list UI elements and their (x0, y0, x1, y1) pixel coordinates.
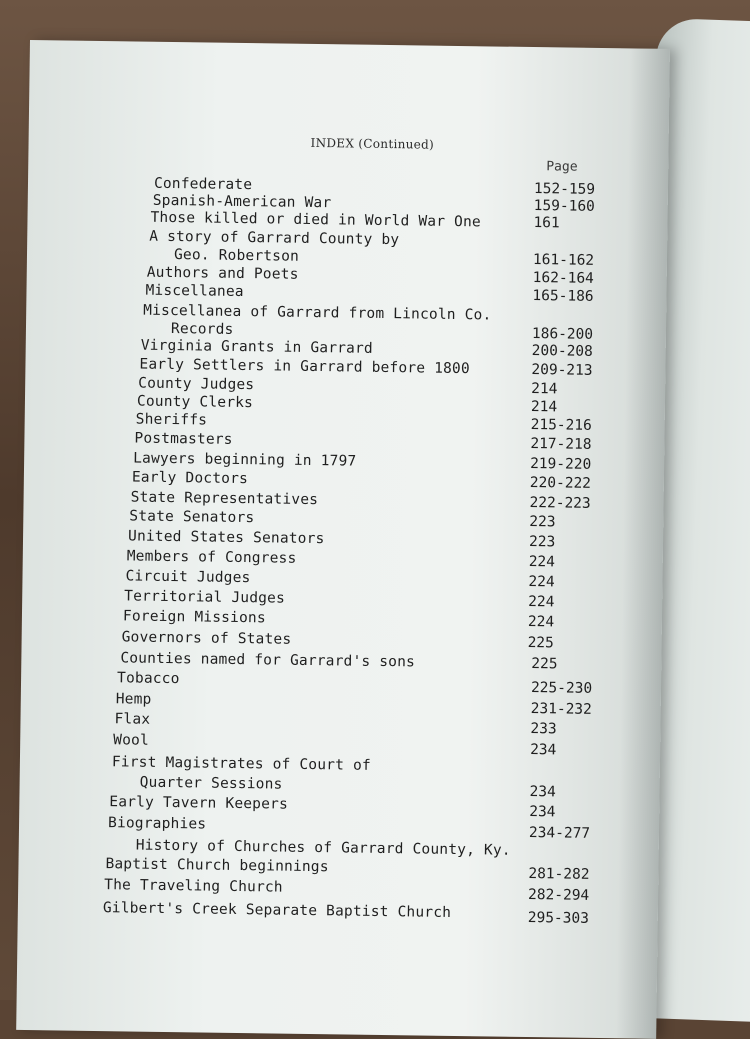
index-entry-text: Geo. Robertson (173, 247, 300, 265)
index-entry-text: United States Senators (127, 528, 325, 548)
index-entry-page: 225 (527, 635, 554, 652)
index-entry-page: 214 (530, 399, 558, 416)
index-entry-text: Sheriffs (135, 411, 208, 429)
index-entry-page: 217-218 (530, 436, 592, 453)
index-entry-page: 223 (529, 514, 556, 531)
index-entry-page: 161 (533, 215, 560, 232)
index-entry-text: Wool (113, 732, 150, 749)
index-entry-page: 219-220 (530, 456, 592, 473)
index-entry-page: 225-230 (530, 680, 593, 697)
index-entry-page: 224 (527, 614, 555, 631)
index-entry-text: Lawyers beginning in 1797 (133, 450, 357, 470)
index-entry-page: 222-223 (529, 495, 591, 512)
index-entry-page: 152-159 (533, 181, 596, 198)
index-entry-text: Authors and Poets (146, 264, 299, 283)
index-entry-text: Flax (114, 711, 151, 728)
index-entry-text: Circuit Judges (125, 568, 251, 587)
index-entry-text: Early Tavern Keepers (109, 794, 289, 813)
index-entry-page: 162-164 (532, 270, 594, 287)
index-entry-page: 186-200 (531, 326, 594, 343)
index-entry-text: Records (170, 320, 234, 338)
index-entry-page: 224 (528, 574, 555, 591)
index-entry-page: 165-186 (532, 288, 594, 305)
index-entry-text: Foreign Missions (122, 608, 266, 627)
index-entry-page: 233 (530, 721, 557, 738)
index-entry-page: 224 (528, 554, 556, 571)
index-entry-page: 234 (529, 804, 556, 821)
page-column-header: Page (546, 159, 578, 175)
index-entry-text: Early Settlers in Garrard before 1800 (139, 356, 470, 378)
index-entry-text: First Magistrates of Court of (111, 754, 371, 774)
index-entry-text: Spanish-American War (152, 192, 332, 212)
page-title: INDEX (Continued) (310, 135, 435, 152)
index-entry-text: County Judges (138, 375, 255, 394)
index-entry-text: A story of Garrard County by (149, 228, 400, 249)
index-entry-text: Gilbert's Creek Separate Baptist Church (102, 900, 452, 921)
index-entry-text: Quarter Sessions (139, 774, 283, 793)
index-entry-page: 200-208 (531, 343, 593, 360)
index-entry-text: Governors of States (121, 629, 292, 648)
index-entry-text: History of Churches of Garrard County, Ky. (135, 837, 511, 859)
index-entry-text: Counties named for Garrard's sons (120, 650, 416, 671)
index-entry-page: 214 (531, 381, 558, 398)
book-page (16, 40, 670, 1039)
index-entry-text: Those killed or died in World War One (150, 209, 482, 231)
index-entry-page: 209-213 (531, 362, 593, 379)
index-entry-text: Territorial Judges (124, 588, 286, 607)
index-entry-text: County Clerks (136, 393, 254, 412)
index-entry-page: 215-216 (530, 417, 592, 434)
index-entry-text: Miscellanea (145, 282, 244, 301)
index-entry-page: 234-277 (528, 825, 591, 842)
index-entry-page: 225 (531, 656, 558, 673)
index-entry-text: Biographies (107, 815, 207, 833)
index-entry-text: Hemp (115, 691, 152, 708)
index-entry-text: Virginia Grants in Garrard (140, 337, 374, 357)
index-entry-page: 223 (528, 534, 556, 551)
index-entry-text: The Traveling Church (104, 877, 283, 896)
index-entry-page: 295-303 (527, 910, 590, 927)
index-entry-text: Baptist Church beginnings (105, 856, 329, 876)
index-entry-page: 234 (530, 742, 557, 759)
index-entry-page: 281-282 (528, 866, 590, 883)
index-entry-page: 220-222 (529, 475, 592, 492)
index-entry-page: 231-232 (530, 701, 592, 718)
index-entry-page: 161-162 (532, 252, 595, 269)
index-entry-page: 159-160 (533, 198, 595, 215)
index-entry-page: 234 (529, 784, 556, 801)
index-entry-page: 282-294 (527, 887, 590, 904)
index-entry-text: State Representatives (130, 489, 319, 509)
index-entry-text: Early Doctors (131, 469, 249, 488)
index-entry-text: Miscellanea of Garrard from Lincoln Co. (143, 302, 492, 324)
index-entry-text: Postmasters (134, 430, 233, 448)
index-entry-text: Confederate (153, 175, 253, 194)
index-entry-text: State Senators (129, 508, 255, 527)
index-entry-text: Members of Congress (126, 548, 297, 567)
index-entry-text: Tobacco (116, 670, 180, 688)
index-entry-page: 224 (528, 594, 555, 611)
